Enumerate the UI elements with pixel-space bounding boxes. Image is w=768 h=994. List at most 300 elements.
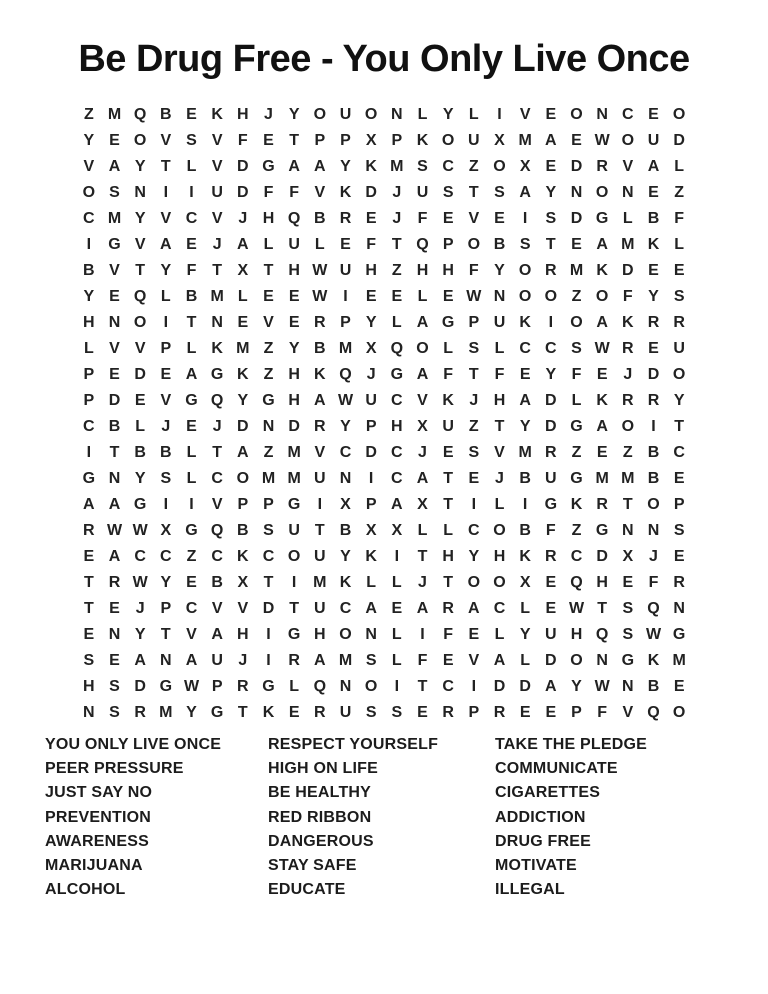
grid-letter: T [622, 496, 633, 513]
grid-letter: J [212, 418, 222, 435]
grid-letter: G [108, 236, 121, 253]
grid-letter: I [420, 626, 425, 643]
grid-letter: F [545, 522, 556, 539]
grid-letter: Y [519, 626, 531, 643]
grid-letter: C [622, 106, 634, 123]
word-list-item: AWARENESS [45, 832, 150, 850]
grid-letter: L [186, 158, 197, 175]
grid-letter: D [570, 210, 583, 227]
grid-letter: E [622, 574, 634, 591]
grid-letter: B [314, 340, 326, 357]
grid-letter: E [417, 704, 428, 721]
grid-letter: C [83, 210, 95, 227]
grid-letter: E [648, 184, 659, 201]
grid-letter: S [109, 704, 120, 721]
grid-letter: N [211, 314, 223, 331]
grid-letter: Y [673, 392, 685, 409]
grid-letter: V [622, 704, 634, 721]
grid-letter: A [519, 184, 531, 201]
grid-letter: I [163, 184, 169, 201]
grid-letter: Y [288, 340, 300, 357]
grid-letter: E [519, 704, 531, 721]
grid-letter: L [391, 652, 402, 669]
grid-letter: A [416, 314, 429, 331]
grid-letter: A [211, 626, 223, 643]
grid-letter: H [288, 262, 300, 279]
grid-letter: B [339, 522, 352, 539]
grid-letter: V [109, 340, 120, 357]
grid-letter: B [185, 288, 198, 305]
grid-letter: S [571, 340, 582, 357]
grid-letter: G [262, 158, 275, 175]
grid-letter: C [545, 340, 557, 357]
grid-letter: Q [647, 600, 660, 617]
grid-letter: T [83, 600, 94, 617]
grid-letter: Q [287, 210, 301, 227]
grid-letter: Z [468, 418, 479, 435]
grid-letter: Z [571, 522, 582, 539]
grid-letter: D [237, 158, 249, 175]
grid-letter: E [545, 106, 557, 123]
grid-letter: J [264, 106, 273, 123]
grid-letter: D [545, 392, 557, 409]
grid-letter: R [314, 418, 326, 435]
grid-letter: X [494, 132, 505, 149]
grid-letter: E [596, 444, 608, 461]
grid-letter: D [237, 184, 249, 201]
grid-letter: I [394, 678, 400, 695]
grid-letter: E [109, 600, 120, 617]
grid-letter: H [83, 678, 95, 695]
grid-letter: S [186, 132, 197, 149]
grid-letter: I [471, 678, 477, 695]
grid-letter: S [109, 678, 120, 695]
grid-letter: W [312, 262, 328, 279]
grid-letter: C [442, 158, 454, 175]
grid-letter: W [594, 340, 610, 357]
grid-letter: L [571, 392, 582, 409]
grid-letter: E [596, 366, 608, 383]
grid-letter: X [237, 262, 249, 279]
grid-letter: K [596, 262, 608, 279]
grid-letter: N [134, 184, 146, 201]
grid-letter: T [545, 236, 556, 253]
grid-letter: Q [595, 626, 609, 643]
grid-letter: T [417, 548, 428, 565]
grid-letter: U [442, 418, 454, 435]
grid-letter: P [83, 366, 95, 383]
grid-letter: G [210, 704, 224, 721]
grid-letter: A [545, 678, 557, 695]
grid-letter: Y [545, 366, 557, 383]
grid-letter: R [647, 314, 660, 331]
grid-letter: V [109, 262, 120, 279]
grid-letter: Y [160, 262, 172, 279]
grid-letter: E [109, 132, 120, 149]
grid-letter: K [416, 132, 429, 149]
grid-letter: P [160, 600, 172, 617]
grid-letter: I [189, 496, 194, 513]
grid-letter: K [339, 574, 352, 591]
grid-letter: V [622, 158, 634, 175]
grid-letter: Y [134, 470, 146, 487]
grid-letter: I [471, 496, 477, 513]
grid-letter: H [237, 626, 249, 643]
grid-letter: O [236, 470, 250, 487]
word-list-item: YOU ONLY LIVE ONCE [45, 736, 222, 753]
grid-letter: H [416, 262, 429, 279]
grid-letter: R [545, 444, 557, 461]
grid-letter: E [288, 704, 300, 721]
grid-letter: Y [237, 392, 249, 409]
grid-letter: U [647, 132, 660, 149]
grid-letter: R [134, 704, 146, 721]
grid-letter: T [263, 574, 274, 591]
grid-letter: D [622, 262, 634, 279]
grid-letter: O [467, 574, 481, 591]
grid-letter: I [189, 184, 194, 201]
grid-letter: B [519, 470, 531, 487]
grid-letter: K [519, 314, 531, 331]
grid-letter: O [518, 288, 532, 305]
grid-letter: S [160, 470, 172, 487]
grid-letter: A [545, 132, 557, 149]
grid-letter: W [132, 522, 148, 539]
grid-letter: Y [134, 158, 146, 175]
grid-letter: N [108, 314, 121, 331]
grid-letter: N [596, 652, 608, 669]
grid-letter: K [237, 366, 249, 383]
grid-letter: Y [442, 106, 454, 123]
grid-letter: C [134, 548, 146, 565]
grid-letter: Y [83, 288, 95, 305]
grid-letter: Q [339, 366, 352, 383]
grid-letter: T [263, 262, 274, 279]
grid-letter: I [163, 496, 169, 513]
grid-letter: S [494, 184, 505, 201]
grid-letter: E [288, 314, 300, 331]
grid-letter: P [160, 340, 172, 357]
grid-letter: G [544, 496, 558, 513]
grid-letter: A [108, 548, 121, 565]
grid-letter: I [522, 210, 528, 227]
grid-letter: O [493, 522, 506, 539]
grid-letter: A [391, 496, 403, 513]
grid-letter: M [338, 340, 353, 357]
grid-letter: P [365, 496, 377, 513]
grid-letter: W [337, 392, 354, 409]
grid-letter: O [595, 288, 609, 305]
grid-letter: R [545, 262, 557, 279]
grid-letter: N [622, 678, 634, 695]
grid-letter: R [83, 522, 95, 539]
grid-letter: H [442, 548, 454, 565]
grid-letter: E [673, 262, 685, 279]
grid-letter: I [317, 496, 323, 513]
grid-letter: E [186, 574, 197, 591]
word-list-item: RESPECT YOURSELF [268, 736, 439, 753]
grid-letter: Y [134, 210, 146, 227]
grid-letter: H [596, 574, 608, 591]
grid-letter: C [519, 340, 531, 357]
grid-letter: C [211, 470, 223, 487]
grid-letter: B [314, 210, 326, 227]
grid-letter: O [672, 106, 686, 123]
grid-letter: U [314, 470, 326, 487]
grid-letter: R [108, 574, 121, 591]
grid-letter: B [160, 106, 172, 123]
grid-letter: A [160, 236, 172, 253]
grid-letter: E [288, 288, 300, 305]
grid-letter: T [186, 314, 197, 331]
word-list-column-3 [495, 733, 647, 902]
grid-letter: D [673, 132, 685, 149]
grid-letter: N [339, 678, 352, 695]
grid-letter: I [163, 314, 169, 331]
grid-letter: L [494, 626, 505, 643]
grid-letter: V [314, 184, 326, 201]
grid-letter: B [647, 470, 660, 487]
grid-letter: K [314, 366, 326, 383]
grid-letter: T [160, 158, 171, 175]
grid-letter: D [237, 418, 249, 435]
grid-letter: K [647, 652, 660, 669]
grid-letter: P [83, 392, 95, 409]
grid-letter: S [622, 626, 634, 643]
grid-letter: S [417, 158, 428, 175]
grid-letter: M [107, 106, 122, 123]
grid-letter: A [237, 444, 249, 461]
grid-letter: E [648, 262, 659, 279]
grid-letter: G [390, 366, 404, 383]
grid-letter: M [390, 158, 404, 175]
grid-letter: W [594, 132, 610, 149]
grid-letter: W [466, 288, 482, 305]
grid-letter: H [365, 262, 377, 279]
grid-letter: V [211, 600, 223, 617]
grid-letter: L [674, 158, 685, 175]
grid-letter: O [467, 236, 481, 253]
grid-letter: R [237, 678, 249, 695]
grid-letter: Y [340, 548, 351, 565]
grid-letter: M [518, 132, 532, 149]
word-list-item: DANGEROUS [268, 832, 374, 850]
grid-letter: H [237, 106, 249, 123]
grid-letter: H [442, 262, 454, 279]
grid-letter: O [672, 704, 686, 721]
grid-letter: U [493, 314, 506, 331]
grid-letter: C [262, 548, 275, 565]
grid-letter: R [442, 704, 454, 721]
grid-letter: S [83, 652, 95, 669]
grid-letter: C [391, 470, 403, 487]
grid-letter: R [442, 600, 454, 617]
grid-letter: J [161, 418, 171, 435]
word-list-item: PEER PRESSURE [45, 760, 184, 778]
grid-letter: A [596, 418, 608, 435]
grid-letter: Y [83, 132, 95, 149]
grid-letter: I [343, 288, 348, 305]
word-list-item: JUST SAY NO [45, 784, 153, 802]
grid-letter: L [135, 418, 146, 435]
grid-letter: E [673, 548, 685, 565]
grid-letter: C [673, 444, 685, 461]
grid-letter: B [647, 678, 660, 695]
grid-letter: M [338, 652, 353, 669]
grid-letter: Z [391, 262, 402, 279]
grid-letter: Q [570, 574, 583, 591]
grid-letter: T [289, 132, 300, 149]
grid-letter: B [83, 262, 95, 279]
grid-letter: E [134, 392, 146, 409]
grid-letter: Y [545, 184, 557, 201]
grid-letter: G [210, 366, 224, 383]
grid-letter: N [83, 704, 95, 721]
grid-letter: A [314, 652, 326, 669]
grid-letter: J [392, 210, 402, 227]
grid-letter: A [108, 496, 121, 513]
grid-letter: Q [416, 236, 429, 253]
grid-letter: M [672, 652, 686, 669]
grid-letter: O [493, 158, 506, 175]
grid-letter: H [262, 210, 275, 227]
grid-letter: A [596, 236, 608, 253]
grid-letter: Z [263, 444, 274, 461]
grid-letter: I [548, 314, 554, 331]
grid-letter: V [83, 158, 95, 175]
grid-letter: I [522, 496, 528, 513]
grid-letter: Y [186, 704, 197, 721]
grid-letter: S [468, 340, 480, 357]
grid-letter: C [391, 444, 403, 461]
grid-letter: K [237, 548, 249, 565]
grid-letter: L [237, 288, 248, 305]
grid-letter: O [133, 132, 147, 149]
grid-letter: X [160, 522, 172, 539]
grid-letter: U [288, 236, 300, 253]
grid-letter: T [494, 418, 505, 435]
letter-grid [76, 102, 692, 726]
grid-letter: P [211, 678, 223, 695]
grid-letter: Y [648, 288, 659, 305]
grid-letter: F [417, 210, 428, 227]
grid-letter: K [339, 184, 352, 201]
grid-letter: W [594, 678, 610, 695]
grid-letter: T [237, 704, 248, 721]
grid-letter: D [545, 418, 557, 435]
grid-letter: V [160, 132, 172, 149]
grid-letter: L [468, 106, 479, 123]
grid-letter: D [134, 366, 146, 383]
grid-letter: K [596, 392, 608, 409]
grid-letter: E [442, 210, 454, 227]
grid-letter: V [468, 210, 480, 227]
grid-letter: S [391, 704, 403, 721]
grid-letter: E [109, 366, 120, 383]
grid-letter: N [365, 626, 377, 643]
grid-letter: T [597, 600, 608, 617]
grid-letter: D [365, 184, 377, 201]
grid-letter: F [571, 366, 582, 383]
grid-letter: H [391, 418, 403, 435]
grid-letter: B [237, 522, 249, 539]
grid-letter: U [314, 548, 326, 565]
grid-letter: M [518, 444, 532, 461]
grid-letter: C [83, 418, 95, 435]
grid-letter: V [211, 158, 223, 175]
grid-letter: G [262, 678, 275, 695]
grid-letter: D [288, 418, 300, 435]
word-list-item: EDUCATE [268, 881, 346, 899]
grid-letter: R [622, 340, 634, 357]
grid-letter: A [596, 314, 608, 331]
grid-letter: N [339, 470, 352, 487]
grid-letter: N [108, 626, 121, 643]
word-list-item: HIGH ON LIFE [268, 760, 378, 778]
grid-letter: I [651, 418, 656, 435]
grid-letter: A [314, 392, 326, 409]
grid-letter: X [365, 132, 377, 149]
grid-letter: O [133, 314, 147, 331]
grid-letter: C [391, 392, 403, 409]
grid-letter: K [622, 314, 634, 331]
grid-letter: N [570, 184, 583, 201]
grid-letter: E [545, 158, 557, 175]
grid-letter: F [289, 184, 300, 201]
grid-letter: X [622, 548, 634, 565]
word-list-item: RED RIBBON [268, 808, 372, 826]
grid-letter: A [493, 652, 506, 669]
grid-letter: U [211, 184, 223, 201]
grid-letter: H [493, 392, 506, 409]
word-list-item: CIGARETTES [495, 784, 601, 802]
grid-letter: F [366, 236, 377, 253]
grid-letter: A [647, 158, 660, 175]
grid-letter: O [621, 418, 635, 435]
grid-letter: X [391, 522, 403, 539]
word-list-column-2 [268, 733, 438, 902]
grid-letter: O [416, 340, 429, 357]
grid-letter: V [494, 444, 505, 461]
grid-letter: E [545, 704, 557, 721]
grid-letter: X [417, 418, 428, 435]
grid-letter: E [186, 236, 197, 253]
grid-letter: G [287, 496, 301, 513]
word-list [0, 733, 768, 913]
grid-letter: A [134, 652, 146, 669]
grid-letter: O [287, 548, 301, 565]
grid-letter: M [287, 470, 301, 487]
grid-letter: U [545, 626, 557, 643]
grid-letter: Y [288, 106, 300, 123]
grid-letter: A [519, 392, 531, 409]
grid-letter: T [135, 262, 146, 279]
grid-letter: K [647, 236, 660, 253]
grid-letter: G [287, 626, 301, 643]
grid-letter: Z [263, 340, 274, 357]
grid-letter: J [649, 548, 658, 565]
grid-letter: E [648, 106, 659, 123]
grid-letter: L [443, 340, 454, 357]
grid-letter: U [339, 262, 352, 279]
grid-letter: Y [571, 678, 582, 695]
grid-letter: F [186, 262, 197, 279]
grid-letter: V [160, 392, 172, 409]
grid-letter: D [134, 678, 146, 695]
word-list-item: TAKE THE PLEDGE [495, 736, 648, 753]
grid-letter: K [519, 548, 531, 565]
grid-letter: T [109, 444, 120, 461]
